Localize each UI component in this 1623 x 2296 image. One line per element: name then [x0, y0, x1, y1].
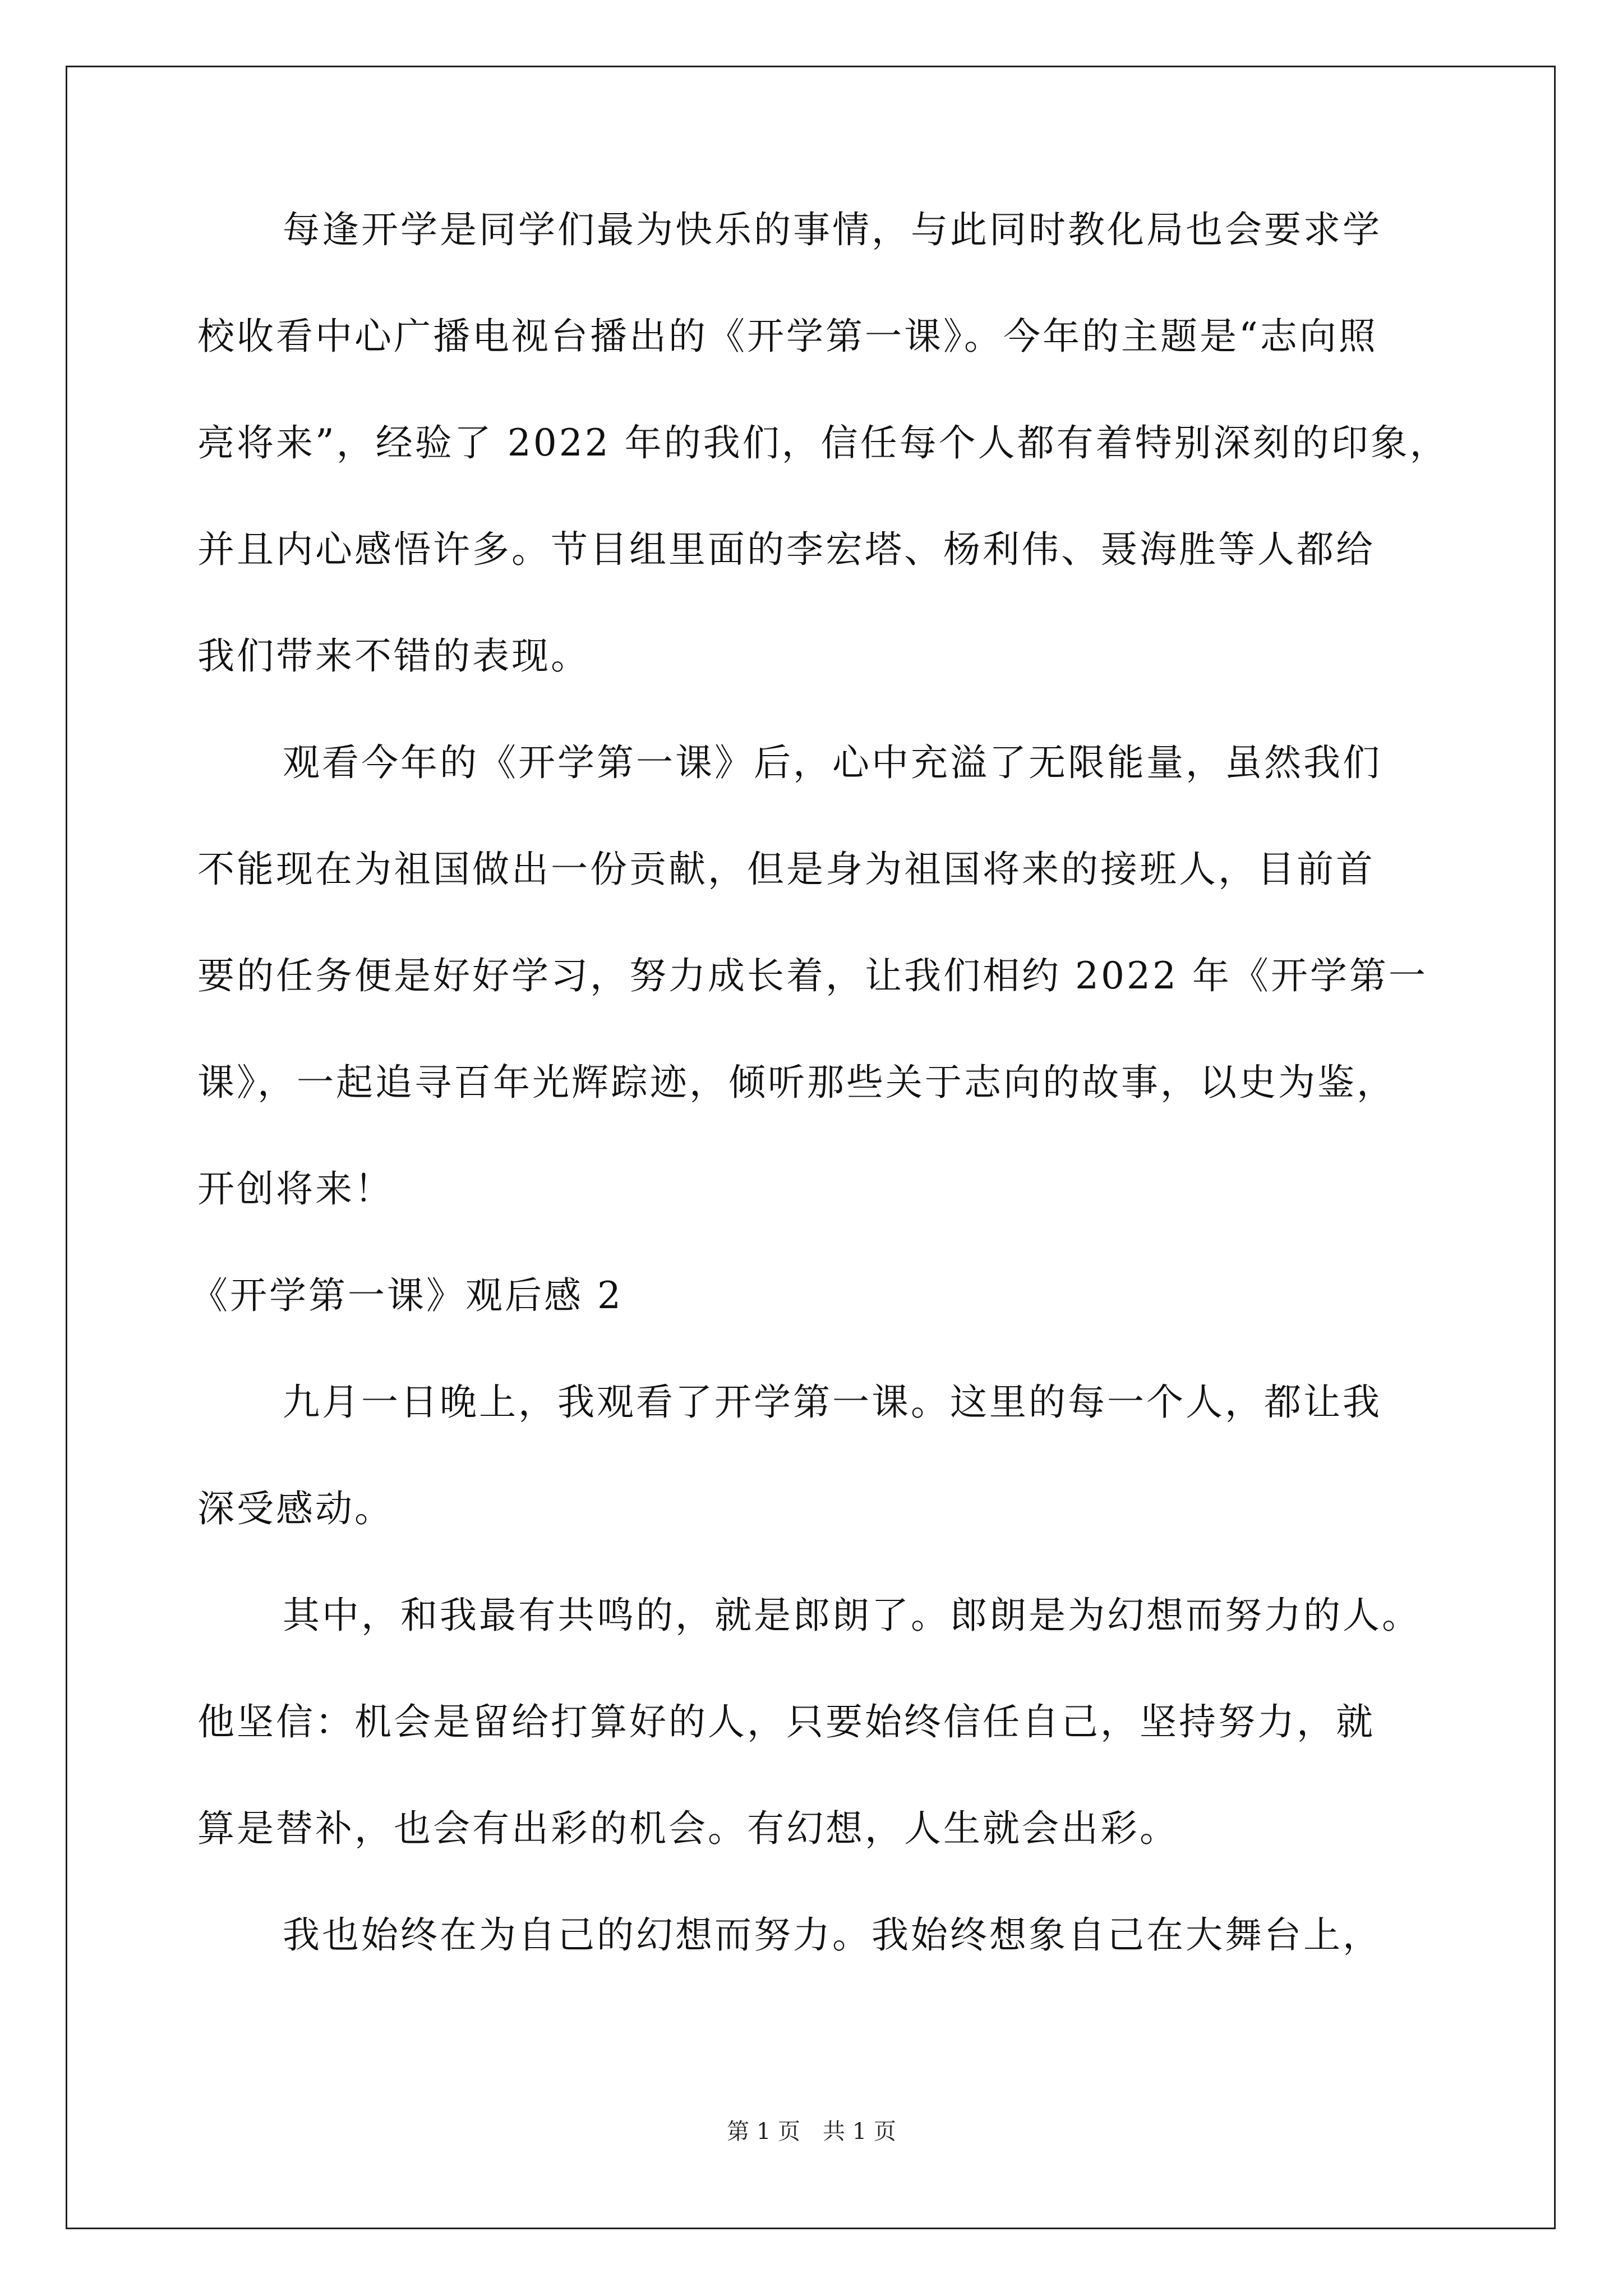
paragraph-line: 他坚信：机会是留给打算好的人，只要始终信任自己，坚持努力，就 [197, 1700, 1375, 1743]
paragraph-line: 要的任务便是好好学习，努力成长着，让我们相约 2022 年《开学第一 [197, 954, 1428, 997]
section-heading: 《开学第一课》观后感 2 [191, 1274, 623, 1317]
paragraph-line: 我也始终在为自己的幻想而努力。我始终想象自己在大舞台上， [283, 1913, 1382, 1957]
page-border [66, 66, 1556, 2229]
paragraph-line: 算是替补，也会有出彩的机会。有幻想，人生就会出彩。 [197, 1807, 1179, 1850]
paragraph-line: 观看今年的《开学第一课》后，心中充溢了无限能量，虽然我们 [283, 741, 1382, 784]
page-number-footer: 第 1 页 共 1 页 [727, 2119, 896, 2145]
paragraph-line: 校收看中心广播电视台播出的《开学第一课》。今年的主题是“志向照 [197, 315, 1378, 358]
paragraph-line: 课》，一起追寻百年光辉踪迹，倾听那些关于志向的故事，以史为鉴， [197, 1061, 1396, 1104]
paragraph-line: 不能现在为祖国做出一份贡献，但是身为祖国将来的接班人，目前首 [197, 848, 1375, 891]
paragraph-line: 其中，和我最有共鸣的，就是郎朗了。郎朗是为幻想而努力的人。 [283, 1594, 1421, 1637]
paragraph-line: 亮将来”，经验了 2022 年的我们，信任每个人都有着特别深刻的印象， [197, 421, 1449, 464]
paragraph-line: 我们带来不错的表现。 [197, 634, 590, 678]
paragraph-line: 并且内心感悟许多。节目组里面的李宏塔、杨利伟、聂海胜等人都给 [197, 528, 1375, 571]
paragraph-line: 九月一日晚上，我观看了开学第一课。这里的每一个人，都让我 [283, 1381, 1382, 1424]
paragraph-line: 每逢开学是同学们最为快乐的事情，与此同时教化局也会要求学 [283, 208, 1382, 251]
paragraph-line: 开创将来！ [197, 1167, 394, 1211]
paragraph-line: 深受感动。 [197, 1487, 394, 1530]
